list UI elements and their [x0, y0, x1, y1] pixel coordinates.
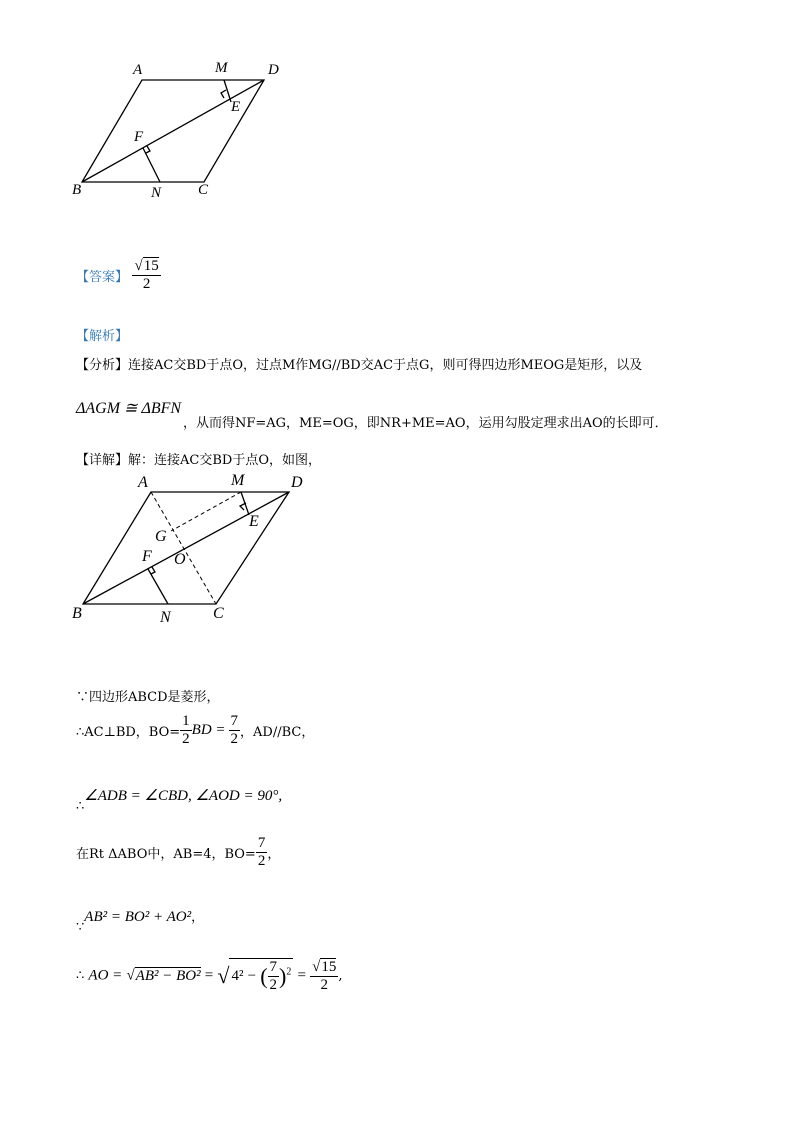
solution-line-2	[76, 713, 314, 759]
line2-half-den: 2	[182, 731, 190, 747]
answer-tag: 【答案】	[76, 270, 129, 285]
fig2-label-o: O	[174, 551, 186, 568]
solution-line-5	[76, 906, 204, 936]
fenxi-tag: 【分析】	[76, 358, 129, 373]
line6-eq: =	[204, 967, 214, 984]
line6-minus: −	[247, 968, 257, 984]
line6-inner-den: 2	[269, 977, 278, 993]
fig2-segment-mg-dashed	[171, 492, 241, 531]
fig1-label-a: A	[133, 62, 143, 78]
line3-math: ∠ADB = ∠CBD, ∠AOD = 90°,	[84, 788, 283, 804]
solution-line-6: ∴ AO = √AB² − BO² = √ 4² − ( $\frac{7}{2}$ )$^2$ = $\frac{√15}{2}$ ,	[76, 958, 343, 993]
fig2-label-b: B	[72, 605, 82, 622]
line2-half-fraction	[180, 713, 192, 748]
fig2-label-m: M	[231, 472, 245, 489]
fig2-label-g: G	[155, 528, 167, 545]
line2-value-fraction	[229, 713, 241, 748]
congruence-expression: ΔAGM ≅ ΔBFN	[76, 400, 182, 417]
line6-inner-num: 7	[269, 959, 278, 975]
fig1-label-f: F	[134, 129, 144, 145]
fig2-segment-fn	[148, 569, 168, 604]
line4-den: 2	[257, 853, 266, 869]
line6-sqrt-2: 4² − ( $\frac{7}{2}$ )$^2$	[231, 959, 292, 993]
line4-fraction	[256, 835, 268, 870]
fig2-diagonal-ac-dashed	[151, 492, 216, 604]
fig2-label-d: D	[291, 474, 303, 491]
line4-post: ，	[267, 847, 281, 862]
analysis-tag: 【解析】	[76, 329, 129, 344]
line5-prefix: ∵	[76, 920, 85, 935]
line6-post: ,	[338, 968, 343, 984]
solution-line-4	[76, 835, 280, 881]
line2-mid: BD =	[191, 722, 226, 738]
line6-result-den: 2	[310, 976, 338, 994]
line6-four: 4²	[231, 968, 244, 984]
line4-num: 7	[257, 835, 266, 851]
fig2-label-e: E	[249, 513, 259, 530]
line6-inner-exp: 2	[286, 966, 292, 978]
xiangjie-tag: 【详解】	[76, 453, 129, 468]
line5-post: ，	[191, 910, 205, 925]
fenxi-text-2: ，从而得NF=AG，ME=OG，即NR+ME=AO，运用勾股定理求出AO的长即可．	[183, 416, 668, 431]
fig2-right-angle-e	[240, 503, 246, 510]
fig2-label-f: F	[142, 548, 152, 565]
answer-denominator: 2	[132, 275, 160, 293]
line6-lhs: AO =	[88, 967, 123, 984]
fig1-label-b: B	[72, 182, 82, 198]
fig1-label-c: C	[198, 182, 209, 198]
line2-val-den: 2	[230, 731, 239, 747]
line5-math: AB² = BO² + AO²	[84, 909, 192, 925]
solution-line-3	[76, 786, 282, 816]
fig2-right-angle-f	[151, 567, 155, 574]
line2-pre: ∴AC⊥BD，BO=	[76, 725, 181, 740]
fenxi-text: 连接AC交BD于点O，过点M作MG//BD交AC于点G，则可得四边形MEOG是矩形，以及	[128, 358, 643, 373]
line6-inner-fraction	[268, 959, 280, 994]
solution-line-1: ∵四边形ABCD是菱形，	[76, 690, 220, 705]
line2-post: ，AD//BC，	[240, 725, 315, 740]
answer-numerator: 15	[143, 258, 159, 274]
fig1-label-n: N	[151, 185, 162, 201]
line6-result-fraction: $\frac{√15}{2}$	[312, 958, 337, 993]
fig2-label-n: N	[160, 609, 171, 626]
line2-val-num: 7	[230, 713, 239, 729]
fig2-label-c: C	[213, 605, 224, 622]
xiangjie-text: 解：连接AC交BD于点O，如图，	[128, 453, 321, 468]
line6-sqrt-1: AB² − BO²	[135, 967, 201, 984]
line6-result-num: 15	[321, 958, 337, 975]
fig2-label-a: A	[138, 474, 148, 491]
line4-pre: 在Rt ΔABO中，AB=4，BO=	[76, 847, 256, 862]
fig1-label-e: E	[231, 99, 241, 115]
line2-half-num: 1	[182, 713, 190, 729]
fig2-diagonal-bd	[83, 492, 289, 604]
fig1-label-d: D	[268, 62, 279, 78]
line6-prefix: ∴	[76, 968, 85, 984]
line3-prefix: ∴	[76, 799, 85, 814]
answer-fraction: $\frac{√15}{2}$	[134, 258, 159, 292]
fig1-label-m: M	[215, 60, 228, 76]
